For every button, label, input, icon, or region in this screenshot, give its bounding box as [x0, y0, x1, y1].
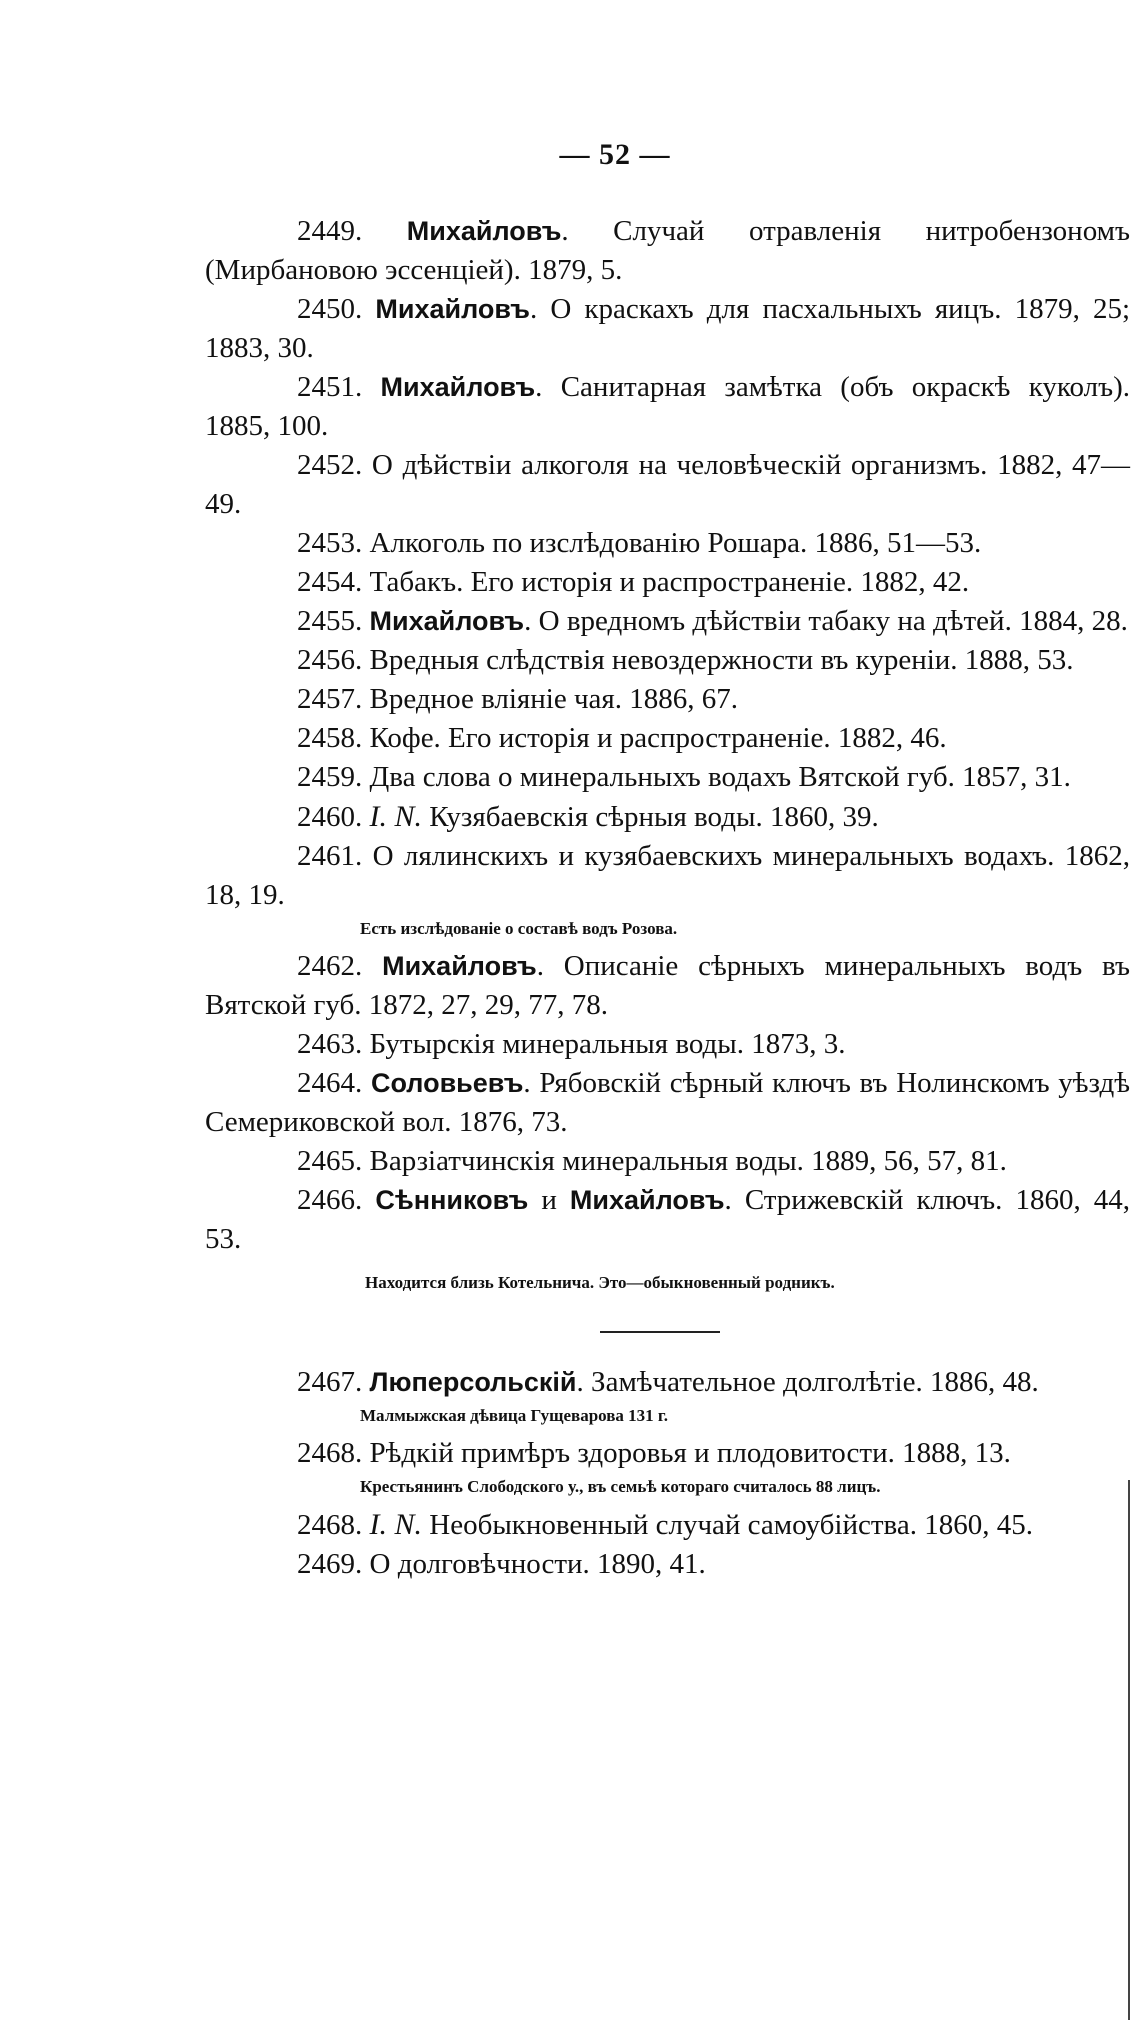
entry-2457: 2457. Вредное вліяніе чая. 1886, 67.: [297, 683, 739, 715]
entry-2469: 2469. О долговѣчности. 1890, 41.: [297, 1548, 706, 1580]
entry-2460: 2460. I. N. Кузябаевскія сѣрныя воды. 1860, 39.: [297, 800, 879, 833]
note-2461: Есть изслѣдованіе о составѣ водъ Розова.: [360, 919, 678, 938]
entry-2468b: 2468. I. N. Необыкновенный случай самоубійства. 1860, 45.: [297, 1508, 1033, 1541]
note-2468a: Крестьянинъ Слободского у., въ семьѣ котораго считалось 88 лицъ.: [360, 1477, 881, 1496]
entry-2453: 2453. Алкоголь по изслѣдованію Рошара. 1886, 51—53.: [297, 527, 982, 559]
entry-2451: 2451. Михайловъ. Санитарная замѣтка (объ окраскѣ куколъ). 1885, 100.: [205, 371, 1130, 442]
entry-2450: 2450. Михайловъ. О краскахъ для пасхальныхъ яицъ. 1879, 25; 1883, 30.: [205, 293, 1130, 364]
entry-2461: 2461. О лялинскихъ и кузябаевскихъ минеральныхъ водахъ. 1862, 18, 19.: [205, 840, 1130, 911]
entry-2466: 2466. Сѣнниковъ и Михайловъ. Стрижевскій ключъ. 1860, 44, 53.: [205, 1184, 1131, 1255]
entries-group-b: [205, 947, 1130, 1259]
entry-2464: 2464. Соловьевъ. Рябовскій сѣрный ключъ въ Нолинскомъ уѣздѣ Семериковской вол. 1876, 73.: [205, 1067, 1130, 1138]
section-separator: [600, 1331, 720, 1333]
entry-2465: 2465. Варзіатчинскія минеральныя воды. 1889, 56, 57, 81.: [297, 1145, 1007, 1177]
entry-2462: 2462. Михайловъ. Описаніе сѣрныхъ минеральныхъ водъ въ Вятской губ. 1872, 27, 29, 77, 78.: [205, 950, 1130, 1021]
entry-2454: 2454. Табакъ. Его исторія и распространеніе. 1882, 42.: [297, 566, 970, 598]
note-2467: Малмыжская дѣвица Гущеварова 131 г.: [360, 1406, 668, 1425]
entry-2455: 2455. Михайловъ. О вредномъ дѣйствіи табаку на дѣтей. 1884, 28.: [297, 605, 1128, 637]
scan-edge-line: [1128, 1480, 1130, 2020]
entry-2468a: 2468. Рѣдкій примѣръ здоровья и плодовитости. 1888, 13.: [297, 1437, 1011, 1469]
page-number: — 52 —: [559, 138, 671, 171]
entry-2467: 2467. Люперсольскій. Замѣчательное долголѣтіе. 1886, 48.: [297, 1366, 1039, 1398]
note-2466: Находится близь Котельнича. Это—обыкновенный родникъ.: [365, 1273, 835, 1292]
entry-2458: 2458. Кофе. Его исторія и распространеніе. 1882, 46.: [297, 722, 947, 754]
entry-2452: 2452. О дѣйствіи алкоголя на человѣческій организмъ. 1882, 47—49.: [205, 449, 1130, 520]
entries-list: [205, 212, 1130, 1584]
entry-2463: 2463. Бутырскія минеральныя воды. 1873, 3.: [297, 1028, 846, 1060]
entry-2449: 2449. Михайловъ. Случай отравленія нитробензономъ (Мирбановою эссенціей). 1879, 5.: [205, 215, 1130, 286]
entry-2459: 2459. Два слова о минеральныхъ водахъ Вятской губ. 1857, 31.: [297, 761, 1071, 793]
entry-2456: 2456. Вредныя слѣдствія невоздержности въ куреніи. 1888, 53.: [297, 644, 1074, 676]
entries-group-a: [205, 212, 1130, 915]
